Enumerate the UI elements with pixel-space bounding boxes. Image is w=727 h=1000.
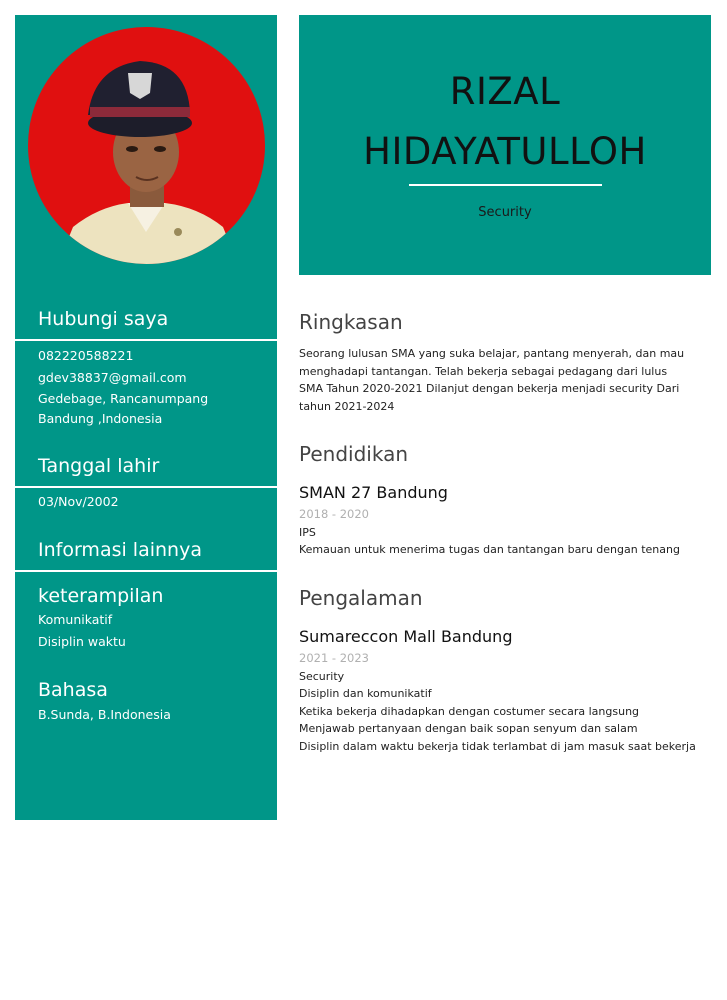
education-note: Kemauan untuk menerima tugas dan tantangan baru dengan tenang	[299, 543, 680, 556]
summary-line: menghadapi tantangan. Telah bekerja sebagai pedagang dari lulus	[299, 364, 668, 378]
sidebar	[15, 15, 277, 820]
summary-text	[299, 345, 699, 415]
experience-line: Menjawab pertanyaan dengan baik sopan senyum dan salam	[299, 722, 638, 735]
other-info-heading: Informasi lainnya	[38, 539, 202, 561]
education-years: 2018 - 2020	[299, 507, 369, 521]
summary-line: Seorang lulusan SMA yang suka belajar, pantang menyerah, dan mau	[299, 347, 685, 360]
person-icon	[28, 27, 265, 264]
experience-line: Ketika bekerja dihadapkan dengan costumer secara langsung	[299, 705, 640, 718]
divider	[409, 184, 602, 186]
school-name: SMAN 27 Bandung	[299, 483, 448, 502]
experience-line: Security	[299, 670, 345, 683]
skills-heading: keterampilan	[38, 585, 164, 607]
experience-title: Pengalaman	[299, 586, 423, 610]
address-line-1: Gedebage, Rancanumpang	[38, 391, 209, 406]
summary-line: SMA Tahun 2020-2021 Dilanjut dengan bekerja menjadi security Dari	[299, 382, 680, 395]
languages: B.Sunda, B.Indonesia	[38, 707, 171, 722]
address-line-2: Bandung ,Indonesia	[38, 411, 163, 426]
divider	[15, 486, 277, 488]
experience-line: Disiplin dalam waktu bekerja tidak terlambat di jam masuk saat bekerja	[299, 740, 696, 753]
phone-number: 082220588221	[38, 348, 134, 363]
experience-years: 2021 - 2023	[299, 651, 369, 665]
contact-heading: Hubungi saya	[38, 308, 169, 330]
skill-item: Komunikatif	[38, 612, 113, 627]
summary-title: Ringkasan	[299, 310, 403, 334]
language-heading: Bahasa	[38, 679, 108, 701]
skill-item: Disiplin waktu	[38, 634, 126, 649]
name-last: HIDAYATULLOH	[363, 130, 647, 173]
job-title: Security	[478, 205, 532, 220]
education-title: Pendidikan	[299, 442, 408, 466]
divider	[15, 339, 277, 341]
experience-line: Disiplin dan komunikatif	[299, 687, 432, 700]
name-header	[299, 15, 711, 275]
company-name: Sumareccon Mall Bandung	[299, 627, 513, 646]
email-address: gdev38837@gmail.com	[38, 370, 187, 385]
education-major: IPS	[299, 526, 316, 539]
summary-line: tahun 2021-2024	[299, 399, 395, 413]
birth-heading: Tanggal lahir	[38, 455, 160, 477]
birth-date: 03/Nov/2002	[38, 494, 119, 509]
name-first: RIZAL	[449, 70, 561, 113]
divider	[15, 570, 277, 572]
profile-photo	[28, 27, 265, 264]
